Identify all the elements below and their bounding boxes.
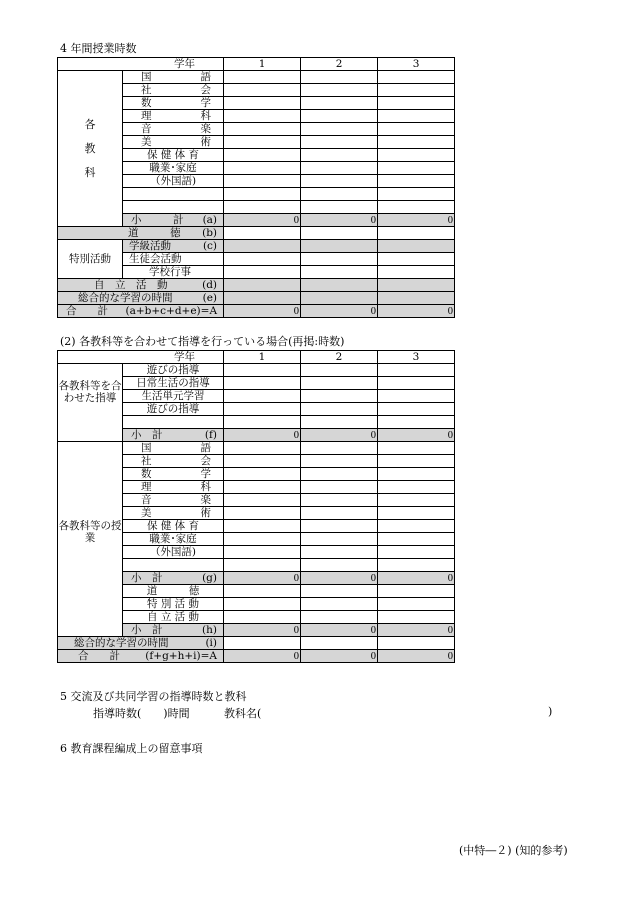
- subject-name: [123, 201, 224, 214]
- integrated-label: 総合的な学習の時間: [78, 291, 173, 304]
- subject-name: 音 楽: [123, 494, 224, 507]
- other-item: 自 立 活 動: [123, 611, 224, 624]
- group-char: 教: [84, 141, 96, 155]
- other-hours-value[interactable]: [301, 611, 378, 624]
- subject-hours-value[interactable]: [224, 559, 301, 572]
- subtotal-h-value[interactable]: 0: [301, 624, 378, 637]
- combined-hours-value[interactable]: [378, 416, 455, 429]
- combined-hours-value[interactable]: [301, 403, 378, 416]
- independent-code: (d): [202, 278, 218, 291]
- subtotal-a-label: 小 計: [131, 213, 184, 226]
- subject-hours-value[interactable]: [224, 123, 301, 136]
- subject-hours-value[interactable]: [378, 455, 455, 468]
- combined-item: 遊びの指導: [123, 403, 224, 416]
- total-a: [58, 650, 224, 663]
- subject-name: 職業･家庭: [123, 533, 224, 546]
- independent-hours-value[interactable]: [224, 279, 301, 292]
- other-hours-value[interactable]: [378, 585, 455, 598]
- subject-hours-value[interactable]: [224, 442, 301, 455]
- subject-name: 理 科: [123, 110, 224, 123]
- subject-hours-value[interactable]: [224, 84, 301, 97]
- combined-hours-value[interactable]: [224, 403, 301, 416]
- subject-hours-value[interactable]: [378, 468, 455, 481]
- subject-hours-value[interactable]: [301, 559, 378, 572]
- section6-title: 6 教育課程編成上の留意事項: [60, 742, 203, 755]
- subject-hours-value[interactable]: [378, 71, 455, 84]
- subject-hours-value[interactable]: [301, 520, 378, 533]
- total-a-value[interactable]: 0: [378, 305, 455, 318]
- total-label: 合 計: [66, 304, 108, 317]
- subtotal-g-value[interactable]: 0: [378, 572, 455, 585]
- subtotal-f-value[interactable]: 0: [224, 429, 301, 442]
- subtotal-h-value[interactable]: 0: [224, 624, 301, 637]
- subject-hours-value[interactable]: [224, 175, 301, 188]
- special-item-label: 生徒会活動: [129, 252, 182, 265]
- special-hours-value[interactable]: [301, 240, 378, 253]
- moral-hours-value[interactable]: [301, 227, 378, 240]
- special-hours-value[interactable]: [378, 240, 455, 253]
- subject-hours-value[interactable]: [378, 494, 455, 507]
- subject-hours-value[interactable]: [301, 546, 378, 559]
- integrated-hours-value[interactable]: [224, 637, 301, 650]
- total-code: (a+b+c+d+e)=A: [125, 304, 218, 317]
- integrated-code: (e): [202, 291, 218, 304]
- subject-name: 保 健 体 育: [123, 520, 224, 533]
- subject-hours-value[interactable]: [224, 201, 301, 214]
- total-a-value[interactable]: 0: [224, 650, 301, 663]
- grade-column-header: 2: [301, 58, 378, 71]
- total-a: [58, 305, 224, 318]
- total-a-value[interactable]: 0: [378, 650, 455, 663]
- moral-label: 道 徳: [128, 226, 181, 239]
- subtotal-f-label: 小 計: [131, 428, 163, 441]
- subject-hours-value[interactable]: [224, 188, 301, 201]
- special-hours-value[interactable]: [224, 253, 301, 266]
- total-code: (f+g+h+i)=A: [145, 649, 217, 662]
- special-activity-item: [123, 266, 224, 279]
- subtotal-f-value[interactable]: 0: [301, 429, 378, 442]
- subject-name: 職業･家庭: [123, 162, 224, 175]
- total-a-value[interactable]: 0: [224, 305, 301, 318]
- combined-item: 遊びの指導: [123, 364, 224, 377]
- subject-hours-value[interactable]: [224, 455, 301, 468]
- subtotal-f: [123, 429, 224, 442]
- subtotal-a-value[interactable]: 0: [301, 214, 378, 227]
- grade-label: 学年: [174, 57, 196, 70]
- subject-name: 保 健 体 育: [123, 149, 224, 162]
- special-item-code: (c): [202, 239, 218, 252]
- grade-column-header: 2: [301, 351, 378, 364]
- subject-hours-value[interactable]: [378, 188, 455, 201]
- subject-hours-value[interactable]: [301, 481, 378, 494]
- subject-hours-value[interactable]: [301, 149, 378, 162]
- combined-item: 日常生活の指導: [123, 377, 224, 390]
- total-a-value[interactable]: 0: [301, 650, 378, 663]
- table-row: [58, 71, 455, 84]
- table-row: [58, 364, 455, 377]
- integrated-hours-value[interactable]: [378, 292, 455, 305]
- grade-column-header: 1: [224, 58, 301, 71]
- subtotal-g-value[interactable]: 0: [224, 572, 301, 585]
- subject-name: [123, 188, 224, 201]
- other-hours-value[interactable]: [301, 598, 378, 611]
- subject-hours-value[interactable]: [224, 149, 301, 162]
- moral-hours-value[interactable]: [224, 227, 301, 240]
- independent-hours-value[interactable]: [378, 279, 455, 292]
- combined-instruction-table: [57, 350, 455, 663]
- subject-name: 数 学: [123, 468, 224, 481]
- special-item-label: 学校行事: [149, 265, 191, 278]
- moral-education: [58, 227, 224, 240]
- other-hours-value[interactable]: [224, 611, 301, 624]
- exchange-hours-field[interactable]: 指導時数( )時間: [93, 707, 190, 720]
- subject-instruction-label: 各教科等の授業: [58, 442, 123, 637]
- integrated-hours-value[interactable]: [224, 292, 301, 305]
- subject-hours-value[interactable]: [301, 533, 378, 546]
- subject-hours-value[interactable]: [378, 520, 455, 533]
- subtotal-a-code: (a): [202, 213, 218, 226]
- subject-hours-value[interactable]: [378, 201, 455, 214]
- combined-hours-value[interactable]: [378, 403, 455, 416]
- subtotal-h-code: (h): [202, 623, 217, 636]
- other-hours-value[interactable]: [224, 585, 301, 598]
- subject-hours-value[interactable]: [378, 162, 455, 175]
- subject-hours-value[interactable]: [378, 97, 455, 110]
- special-activities-label: 特別活動: [58, 240, 123, 279]
- combined-instruction-label: 各教科等を合わせた指導: [58, 364, 123, 442]
- subject-hours-value[interactable]: [378, 149, 455, 162]
- special-hours-value[interactable]: [378, 253, 455, 266]
- group-char: 科: [84, 165, 96, 179]
- combined-hours-value[interactable]: [224, 364, 301, 377]
- grade-column-header: 3: [378, 58, 455, 71]
- grade-column-header: 3: [378, 351, 455, 364]
- subject-name: 数 学: [123, 97, 224, 110]
- independent-activities: [58, 279, 224, 292]
- subtotal-h: [123, 624, 224, 637]
- total-row: [58, 305, 455, 318]
- special-activity-row: [58, 240, 455, 253]
- subtotal-h-label: 小 計: [131, 623, 163, 636]
- total-label: 合 計: [78, 649, 120, 662]
- subject-name: 美 術: [123, 507, 224, 520]
- combined-hours-value[interactable]: [378, 364, 455, 377]
- integrated-code: (i): [205, 636, 217, 649]
- section2-title: (2) 各教科等を合わせて指導を行っている場合(再掲:時数): [60, 335, 345, 348]
- subject-name: 国 語: [123, 442, 224, 455]
- combined-hours-value[interactable]: [224, 416, 301, 429]
- subject-hours-value[interactable]: [301, 71, 378, 84]
- combined-hours-value[interactable]: [378, 390, 455, 403]
- integrated-hours-value[interactable]: [378, 637, 455, 650]
- table-row: [58, 442, 455, 455]
- subject-hours-value[interactable]: [301, 84, 378, 97]
- combined-hours-value[interactable]: [378, 377, 455, 390]
- independent-row: [58, 279, 455, 292]
- integrated-hours-value[interactable]: [301, 292, 378, 305]
- total-a-value[interactable]: 0: [301, 305, 378, 318]
- subtotal-h-value[interactable]: 0: [378, 624, 455, 637]
- other-item: 道 徳: [123, 585, 224, 598]
- subject-name: 音 楽: [123, 123, 224, 136]
- subject-hours-value[interactable]: [224, 520, 301, 533]
- subject-hours-value[interactable]: [301, 136, 378, 149]
- subject-hours-value[interactable]: [378, 559, 455, 572]
- subtotal-g-code: (g): [202, 571, 217, 584]
- other-hours-value[interactable]: [378, 598, 455, 611]
- other-item: 特 別 活 動: [123, 598, 224, 611]
- header-row: [58, 351, 455, 364]
- subject-hours-value[interactable]: [378, 546, 455, 559]
- other-hours-value[interactable]: [378, 611, 455, 624]
- subtotal-a: [123, 214, 224, 227]
- integrated-label: 総合的な学習の時間: [74, 636, 169, 649]
- subject-hours-value[interactable]: [378, 110, 455, 123]
- subject-hours-value[interactable]: [224, 481, 301, 494]
- subject-hours-value[interactable]: [301, 442, 378, 455]
- grade-header: [58, 351, 224, 364]
- subject-hours-value[interactable]: [301, 97, 378, 110]
- other-hours-value[interactable]: [301, 585, 378, 598]
- special-hours-value[interactable]: [301, 253, 378, 266]
- subject-hours-value[interactable]: [224, 110, 301, 123]
- subject-hours-value[interactable]: [301, 162, 378, 175]
- subtotal-g: [123, 572, 224, 585]
- moral-code: (b): [202, 226, 218, 239]
- special-activity-item: [123, 253, 224, 266]
- integrated-row: [58, 292, 455, 305]
- subject-hours-value[interactable]: [378, 481, 455, 494]
- subject-hours-value[interactable]: [224, 71, 301, 84]
- subject-name: 理 科: [123, 481, 224, 494]
- moral-row: [58, 227, 455, 240]
- footer-note: (中特―２) (知的参考): [459, 844, 568, 857]
- subtotal-g-label: 小 計: [131, 571, 163, 584]
- grade-header: [58, 58, 224, 71]
- subject-hours-value[interactable]: [301, 455, 378, 468]
- moral-hours-value[interactable]: [378, 227, 455, 240]
- combined-hours-value[interactable]: [301, 390, 378, 403]
- subject-hours-value[interactable]: [378, 84, 455, 97]
- subject-hours-value[interactable]: [301, 110, 378, 123]
- subject-hours-value[interactable]: [378, 123, 455, 136]
- annual-hours-table: [57, 57, 455, 318]
- subject-name: [123, 559, 224, 572]
- independent-hours-value[interactable]: [301, 279, 378, 292]
- subject-hours-value[interactable]: [301, 188, 378, 201]
- combined-item: 生活単元学習: [123, 390, 224, 403]
- independent-label: 自 立 活 動: [94, 278, 168, 291]
- subject-hours-value[interactable]: [378, 442, 455, 455]
- subject-hours-value[interactable]: [224, 533, 301, 546]
- combined-hours-value[interactable]: [301, 364, 378, 377]
- combined-hours-value[interactable]: [224, 377, 301, 390]
- subject-hours-value[interactable]: [224, 494, 301, 507]
- subject-hours-value[interactable]: [224, 136, 301, 149]
- combined-hours-value[interactable]: [301, 416, 378, 429]
- combined-hours-value[interactable]: [301, 377, 378, 390]
- subtotal-g-value[interactable]: 0: [301, 572, 378, 585]
- special-hours-value[interactable]: [301, 266, 378, 279]
- subject-hours-value[interactable]: [301, 494, 378, 507]
- subject-group-label: [58, 71, 123, 227]
- subject-hours-value[interactable]: [224, 546, 301, 559]
- subject-hours-value[interactable]: [301, 468, 378, 481]
- subject-hours-value[interactable]: [378, 136, 455, 149]
- subject-hours-value[interactable]: [378, 507, 455, 520]
- header-row: [58, 58, 455, 71]
- exchange-subject-field[interactable]: 教科名(: [224, 707, 262, 720]
- subject-name: 社 会: [123, 84, 224, 97]
- special-hours-value[interactable]: [378, 266, 455, 279]
- subject-hours-value[interactable]: [301, 175, 378, 188]
- subject-hours-value[interactable]: [224, 97, 301, 110]
- subject-hours-value[interactable]: [224, 162, 301, 175]
- section5-title: 5 交流及び共同学習の指導時数と教科: [60, 690, 247, 703]
- subject-name: 社 会: [123, 455, 224, 468]
- special-hours-value[interactable]: [224, 240, 301, 253]
- subject-name: 美 術: [123, 136, 224, 149]
- total-row: [58, 650, 455, 663]
- special-activity-item: [123, 240, 224, 253]
- combined-item: [123, 416, 224, 429]
- subject-hours-value[interactable]: [378, 533, 455, 546]
- integrated-study: [58, 637, 224, 650]
- subtotal-a-value[interactable]: 0: [378, 214, 455, 227]
- grade-column-header: 1: [224, 351, 301, 364]
- subject-hours-value[interactable]: [378, 175, 455, 188]
- subject-hours-value[interactable]: [224, 507, 301, 520]
- subject-hours-value[interactable]: [301, 123, 378, 136]
- subject-name: 国 語: [123, 71, 224, 84]
- section4-title: 4 年間授業時数: [60, 42, 137, 55]
- special-hours-value[interactable]: [224, 266, 301, 279]
- integrated-hours-value[interactable]: [301, 637, 378, 650]
- group-char: 各: [84, 117, 96, 131]
- integrated-study: [58, 292, 224, 305]
- combined-hours-value[interactable]: [224, 390, 301, 403]
- grade-label: 学年: [174, 350, 195, 363]
- subject-name: （外国語): [123, 175, 224, 188]
- subtotal-f-value[interactable]: 0: [378, 429, 455, 442]
- subject-name: （外国語): [123, 546, 224, 559]
- subject-hours-value[interactable]: [224, 468, 301, 481]
- subject-hours-value[interactable]: [301, 507, 378, 520]
- exchange-subject-close: ): [548, 705, 553, 718]
- subtotal-f-code: (f): [204, 428, 217, 441]
- integrated-row: [58, 637, 455, 650]
- special-item-label: 学級活動: [129, 239, 171, 252]
- subtotal-a-value[interactable]: 0: [224, 214, 301, 227]
- other-hours-value[interactable]: [224, 598, 301, 611]
- subject-hours-value[interactable]: [301, 201, 378, 214]
